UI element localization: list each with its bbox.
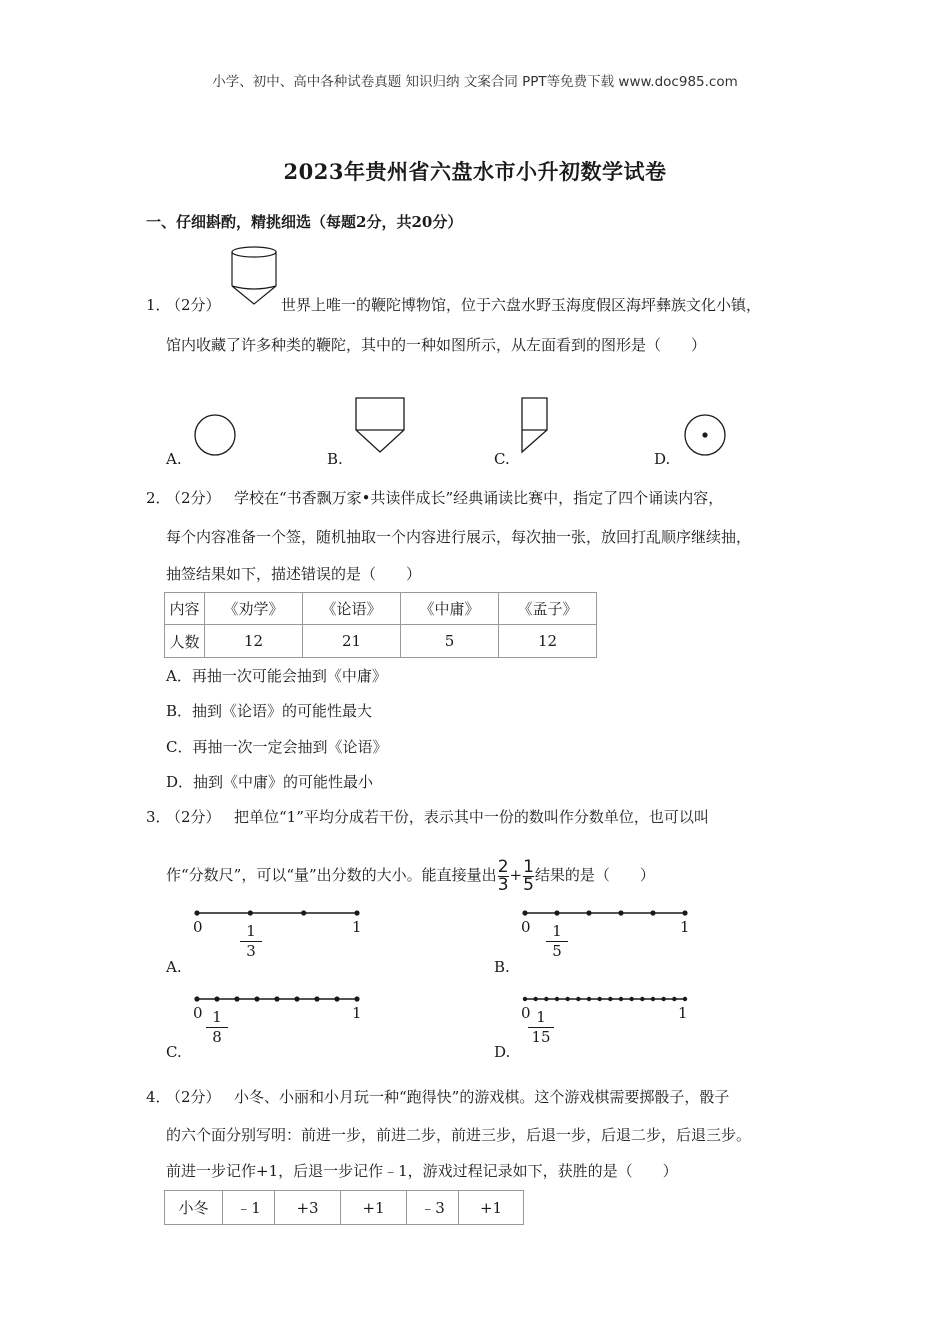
- q3-fraction-two-thirds: [497, 856, 509, 895]
- q3-ruler-d-den: 15: [528, 1027, 554, 1047]
- ruler-tick-dot: [301, 910, 306, 915]
- q3-frac1-num: 2: [497, 856, 509, 877]
- q2-table-cell: 《孟子》: [499, 593, 597, 625]
- q3-ruler-b-zero: 0: [521, 918, 531, 936]
- q3-ruler-c-num: 1: [212, 1008, 222, 1026]
- q4-table-cell: ﹣1: [223, 1191, 275, 1225]
- ruler-tick-dot: [587, 997, 591, 1001]
- q3-score: （2分）: [166, 808, 221, 826]
- q2-score: （2分）: [166, 489, 221, 507]
- section-heading: 一、仔细斟酌，精挑细选（每题2分，共20分）: [146, 213, 463, 231]
- q1-spinning-top-figure: [228, 244, 280, 308]
- q3-ruler-d-unit-fraction: [528, 1008, 554, 1047]
- ruler-tick-dot: [194, 910, 199, 915]
- q2-table-cell: 12: [499, 625, 597, 658]
- ruler-tick-dot: [565, 997, 569, 1001]
- ruler-tick-dot: [214, 996, 219, 1001]
- q3-option-d-label: D.: [494, 1043, 511, 1061]
- q1-option-d-circle-dot: [682, 412, 728, 458]
- q1-score: （2分）: [166, 296, 221, 314]
- q3-ruler-a-den: 3: [240, 941, 262, 961]
- q1-option-a-circle: [192, 412, 238, 458]
- q2-table: [164, 592, 597, 658]
- q2-table-row-content: [165, 593, 597, 625]
- page-title: 2023年贵州省六盘水市小升初数学试卷: [283, 159, 667, 184]
- q4-text-line3: 前进一步记作+1，后退一步记作﹣1，游戏过程记录如下，获胜的是（ ）: [166, 1162, 678, 1180]
- ruler-tick-dot: [683, 997, 687, 1001]
- q4-table-cell: 小冬: [165, 1191, 223, 1225]
- page-header-banner: 小学、初中、高中各种试卷真题 知识归纳 文案合同 PPT等免费下载 www.doc985.com: [212, 74, 738, 90]
- q3-text-line1: 把单位“1”平均分成若干份，表示其中一份的数叫作分数单位，也可以叫: [234, 808, 709, 826]
- q3-text-line2-end: 结果的是（ ）: [534, 866, 655, 884]
- q3-ruler-d-one: 1: [678, 1004, 688, 1022]
- q2-text-line3: 抽签结果如下，描述错误的是（ ）: [166, 565, 422, 583]
- q2-table-cell: 21: [303, 625, 401, 658]
- q4-table-cell: ﹣3: [407, 1191, 459, 1225]
- q3-ruler-b-den: 5: [546, 941, 568, 961]
- q1-text-line1: 世界上唯一的鞭陀博物馆，位于六盘水野玉海度假区海坪彝族文化小镇，: [281, 296, 762, 314]
- q3-ruler-b-one: 1: [680, 918, 690, 936]
- ruler-tick-dot: [314, 996, 319, 1001]
- ruler-tick-dot: [234, 996, 239, 1001]
- ruler-tick-dot: [294, 996, 299, 1001]
- q3-ruler-d-num: 1: [536, 1008, 546, 1026]
- q3-text-line2: [166, 855, 655, 895]
- q1-option-c-label: C.: [494, 450, 510, 468]
- ruler-tick-dot: [651, 997, 655, 1001]
- ruler-tick-dot: [629, 997, 633, 1001]
- q4-text-line1: 小冬、小丽和小月玩一种“跑得快”的游戏棋。这个游戏棋需要掷骰子，骰子: [234, 1088, 730, 1106]
- ruler-tick-dot: [254, 996, 259, 1001]
- ruler-tick-dot: [618, 910, 623, 915]
- q1-option-c-half-shape: [519, 396, 551, 456]
- ruler-tick-dot: [544, 997, 548, 1001]
- q3-frac1-den: 3: [497, 874, 509, 895]
- ruler-tick-dot: [522, 910, 527, 915]
- q1-option-a-label: A.: [166, 450, 182, 468]
- ruler-tick-dot: [523, 997, 527, 1001]
- ruler-tick-dot: [650, 910, 655, 915]
- q4-table-row: [165, 1191, 524, 1225]
- q3-option-b-label: B.: [494, 958, 510, 976]
- q3-ruler-a-num: 1: [246, 922, 256, 940]
- ruler-tick-dot: [194, 996, 199, 1001]
- ruler-tick-dot: [619, 997, 623, 1001]
- q1-option-b-pentagon: [354, 396, 406, 456]
- q4-number: 4．: [146, 1088, 171, 1106]
- ruler-tick-dot: [555, 997, 559, 1001]
- ruler-tick-dot: [608, 997, 612, 1001]
- q3-ruler-c-zero: 0: [193, 1004, 203, 1022]
- ruler-tick-dot: [334, 996, 339, 1001]
- ruler-tick-dot: [661, 997, 665, 1001]
- q3-ruler-c-unit-fraction: [206, 1008, 228, 1047]
- q4-text-line2: 的六个面分别写明：前进一步，前进二步，前进三步，后退一步，后退二步，后退三步。: [166, 1126, 752, 1144]
- q1-option-d-label: D.: [654, 450, 671, 468]
- q3-ruler-a-unit-fraction: [240, 922, 262, 961]
- ruler-tick-dot: [586, 910, 591, 915]
- q3-ruler-d-line: [521, 992, 691, 1006]
- q3-ruler-b-line: [521, 906, 691, 920]
- q3-number: 3．: [146, 808, 171, 826]
- q2-text-line1: 学校在“书香飘万家•共读伴成长”经典诵读比赛中，指定了四个诵读内容，: [234, 489, 724, 507]
- q2-table-row-count: [165, 625, 597, 658]
- q1-number: 1．: [146, 296, 171, 314]
- q3-ruler-d-zero: 0: [521, 1004, 531, 1022]
- q2-option-a: A．再抽一次可能会抽到《中庸》: [166, 667, 387, 685]
- q3-fraction-one-fifth: [523, 856, 534, 895]
- ruler-tick-dot: [274, 996, 279, 1001]
- q4-table-cell: +1: [459, 1191, 524, 1225]
- ruler-tick-dot: [248, 910, 253, 915]
- q4-table-cell: +3: [275, 1191, 341, 1225]
- ruler-tick-dot: [554, 910, 559, 915]
- q1-text-line2: 馆内收藏了许多种类的鞭陀，其中的一种如图所示，从左面看到的图形是（ ）: [166, 336, 707, 354]
- q3-ruler-c-den: 8: [206, 1027, 228, 1047]
- q3-frac2-den: 5: [523, 874, 534, 895]
- q3-ruler-c-line: [193, 992, 363, 1006]
- q2-table-cell: 《劝学》: [205, 593, 303, 625]
- q3-ruler-b-unit-fraction: [546, 922, 568, 961]
- ruler-tick-dot: [576, 997, 580, 1001]
- q2-table-cell: 人数: [165, 625, 205, 658]
- q3-frac2-num: 1: [523, 856, 534, 877]
- q4-table: [164, 1190, 524, 1225]
- q2-option-c: C．再抽一次一定会抽到《论语》: [166, 738, 388, 756]
- q3-ruler-b-num: 1: [552, 922, 562, 940]
- q3-ruler-a-line: [193, 906, 363, 920]
- q2-table-cell: 5: [401, 625, 499, 658]
- q2-table-cell: 12: [205, 625, 303, 658]
- ruler-tick-dot: [354, 910, 359, 915]
- q2-table-cell: 《中庸》: [401, 593, 499, 625]
- q2-table-cell: 《论语》: [303, 593, 401, 625]
- q4-table-cell: +1: [341, 1191, 407, 1225]
- q3-ruler-a-zero: 0: [193, 918, 203, 936]
- q2-option-b: B．抽到《论语》的可能性最大: [166, 702, 373, 720]
- q2-table-cell: 内容: [165, 593, 205, 625]
- q2-number: 2．: [146, 489, 171, 507]
- ruler-tick-dot: [597, 997, 601, 1001]
- q3-plus: +: [509, 866, 523, 884]
- q2-text-line2: 每个内容准备一个签，随机抽取一个内容进行展示，每次抽一张，放回打乱顺序继续抽，: [166, 528, 752, 546]
- q3-option-a-label: A.: [166, 958, 182, 976]
- q3-ruler-a-one: 1: [352, 918, 362, 936]
- q2-option-d: D．抽到《中庸》的可能性最小: [166, 773, 374, 791]
- q1-option-b-label: B.: [327, 450, 343, 468]
- q3-option-c-label: C.: [166, 1043, 182, 1061]
- ruler-tick-dot: [640, 997, 644, 1001]
- ruler-tick-dot: [354, 996, 359, 1001]
- ruler-tick-dot: [682, 910, 687, 915]
- q3-ruler-c-one: 1: [352, 1004, 362, 1022]
- ruler-tick-dot: [533, 997, 537, 1001]
- q4-score: （2分）: [166, 1088, 221, 1106]
- ruler-tick-dot: [672, 997, 676, 1001]
- q3-text-line2-start: 作“分数尺”，可以“量”出分数的大小。能直接量出: [166, 866, 497, 884]
